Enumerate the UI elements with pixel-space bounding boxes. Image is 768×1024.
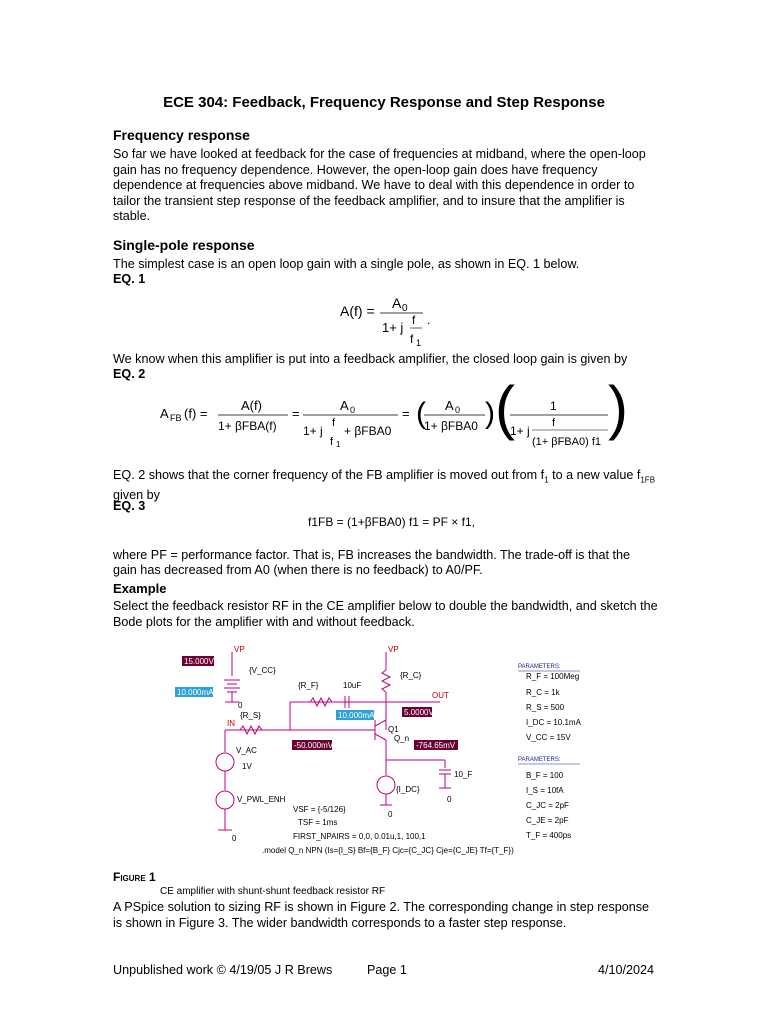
label-gnd-0-d: 0 [232,834,237,843]
param-cjc: C_JC = 2pF [526,801,569,810]
svg-text:(: ( [495,374,515,441]
label-vp-right: VP [388,645,399,654]
svg-text:f: f [412,313,416,327]
eq2-text-b: to a new value f [548,468,641,482]
eq2-text-a: EQ. 2 shows that the corner frequency of the FB amplifier is moved out from f [113,468,545,482]
param-is: I_S = 10fA [526,786,564,795]
equation-3: f1FB = (1+βFBA0) f1 = PF × f1, [308,515,475,529]
label-q1: Q1 [388,725,399,734]
svg-text:(1+ βFBA0) f1: (1+ βFBA0) f1 [532,436,601,448]
figure-caption: CE amplifier with shunt-shunt feedback resistor RF [160,886,386,897]
footer-left: Unpublished work © 4/19/05 J R Brews [113,963,333,977]
label-gnd-0-a: 0 [238,701,243,710]
circuit-schematic [170,640,630,870]
page-title: ECE 304: Feedback, Frequency Response and Step Response [163,94,605,111]
svg-text:1+ j: 1+ j [510,424,530,438]
params-title-1: PARAMETERS: [518,664,561,670]
svg-text:1: 1 [336,440,341,449]
label-gnd-0-b: 0 [447,795,452,804]
svg-text:=: = [402,406,410,421]
label-10ma-b: 10.000mA [338,711,375,720]
svg-text:(f) =: (f) = [184,406,208,421]
svg-text:f: f [410,332,414,346]
paragraph-closed-loop: We know when this amplifier is put into a feedback amplifier, the closed loop gain is given by [113,352,628,366]
svg-text:f: f [552,417,556,429]
label-tsf: TSF = 1ms [298,818,338,827]
label-vsf: VSF = {-5/126} [293,805,346,814]
heading-frequency-response: Frequency response [113,127,250,143]
paragraph-single-pole: The simplest case is an open loop gain with a single pole, as shown in EQ. 1 below. [113,257,580,271]
label-vpwl: V_PWL_ENH [237,795,286,804]
label-15v: 15.000V [184,657,214,666]
label-1v: 1V [242,762,252,771]
label-qn: Q_n [394,734,410,743]
label-neg50mv: -50.000mV [294,741,334,750]
svg-text:+ βFBA0: + βFBA0 [344,424,392,438]
svg-text:=: = [292,406,300,421]
eq2-label: EQ. 2 [113,367,146,381]
paragraph-example: Select the feedback resistor RF in the CE amplifier below to double the bandwidth, and sketch the Bode plots for the amplifier with and without feedback. [113,599,658,629]
svg-text:0: 0 [350,405,356,415]
param-idc: I_DC = 10.1mA [526,718,581,727]
svg-text:1+ βFBA(f): 1+ βFBA(f) [218,419,277,433]
svg-text:FB: FB [170,413,182,423]
svg-text:1: 1 [550,399,557,413]
param-rs: R_S = 500 [526,703,565,712]
svg-text:A: A [392,295,402,311]
paragraph-pf-1: where PF = performance factor. That is, FB increases the bandwidth. The trade-off is that the [113,548,630,562]
footer-page: Page 1 [367,963,407,977]
eq3-label: EQ. 3 [113,499,146,513]
svg-text:f: f [330,436,334,448]
svg-text:0: 0 [402,303,408,314]
svg-text:.: . [427,313,431,327]
label-rc: {R_C} [400,671,422,680]
svg-text:0: 0 [455,405,461,415]
label-model: .model Q_n NPN (Is={I_S} Bf={B_F} Cjc={C_JC} Cje={C_JE} Tf={T_F}) [262,846,514,855]
svg-text:1+ j: 1+ j [382,320,404,335]
label-10ma: 10.000mA [177,688,214,697]
label-vp-left: VP [234,645,245,654]
param-tf: T_F = 400ps [526,831,572,840]
svg-text:): ) [608,374,628,441]
paragraph-pf-2: gain has decreased from A0 (when there is no feedback) to A0/PF. [113,563,483,577]
paragraph-eq2-explain: EQ. 2 shows that the corner frequency of the FB amplifier is moved out from $f_1$ to a new value $f_{1FB}$ given by [113,468,656,503]
param-bf: B_F = 100 [526,771,564,780]
paragraph-pspice: A PSpice solution to sizing RF is shown in Figure 2. The corresponding change in step response is shown in Figure 3. The wider bandwidth corresponds to a faster step response. [113,900,650,930]
label-rf: {R_F} [298,681,319,690]
eq2-text-c: given by [113,488,160,503]
svg-text:A: A [445,398,454,413]
svg-text:): ) [485,397,495,430]
svg-text:1: 1 [416,338,422,348]
eq1-label: EQ. 1 [113,272,146,286]
param-rf: R_F = 100Meg [526,672,580,681]
svg-text:1+ j: 1+ j [303,424,323,438]
label-npairs: FIRST_NPAIRS = 0,0, 0.01u,1, 100,1 [293,832,426,841]
label-cap: 10uF [343,681,362,690]
label-neg764mv: -764.65mV [416,741,456,750]
figure-label: Figure 1 [113,870,156,884]
svg-text:(: ( [416,397,426,430]
svg-text:A: A [340,398,349,413]
param-cje: C_JE = 2pF [526,816,569,825]
equation-1 [330,286,450,348]
label-5v: 5.0000V [404,708,434,717]
heading-single-pole: Single-pole response [113,237,255,253]
label-rs: {R_S} [240,711,261,720]
footer-date: 4/10/2024 [598,963,655,977]
paragraph-frequency: So far we have looked at feedback for the case of frequencies at midband, where the open-loop gain has no frequency dependence. However, the open-loop gain does have frequency dependence at frequencies above midband. We have to deal with this dependence in order to tailor the transient step response of the feedback amplifier, and to insure that the amplifier is stable. [113,147,646,223]
label-out: OUT [432,691,449,700]
svg-text:A(f): A(f) [241,398,262,413]
equation-2 [160,374,628,463]
label-vcc: {V_CC} [249,666,276,675]
param-rc: R_C = 1k [526,688,560,697]
label-10f: 10_F [454,770,473,779]
heading-example: Example [113,581,167,596]
svg-text:f: f [332,417,336,429]
params-title-2: PARAMETERS: [518,757,561,763]
svg-text:A(f) =: A(f) = [340,303,375,319]
svg-text:1+ βFBA0: 1+ βFBA0 [424,419,478,433]
svg-text:A: A [160,406,169,421]
param-vcc: V_CC = 15V [526,733,571,742]
label-gnd-0-c: 0 [388,810,393,819]
label-vac: V_AC [236,746,257,755]
label-idc: {I_DC} [396,785,420,794]
label-in: IN [227,719,235,728]
